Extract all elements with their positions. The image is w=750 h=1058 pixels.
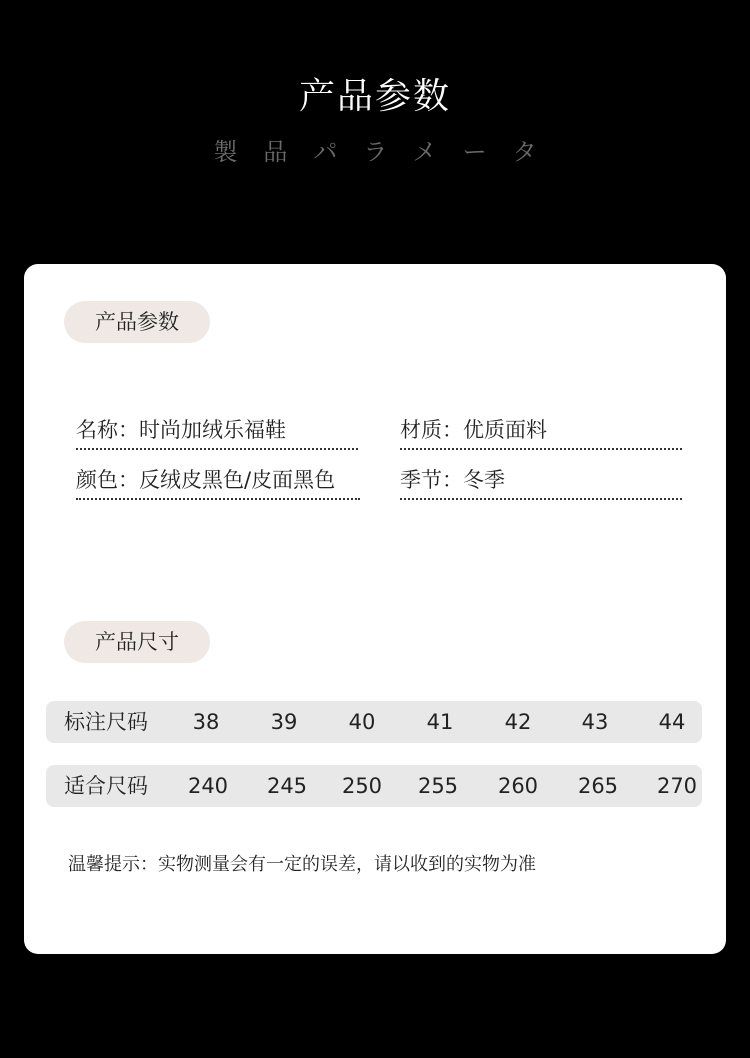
- size-row-marked: [46, 701, 702, 743]
- param-color: [76, 462, 360, 500]
- param-label: 季节：: [400, 468, 463, 492]
- disclaimer-note: 温馨提示：实物测量会有一定的误差，请以收到的实物为准: [68, 854, 536, 875]
- size-cell: 240: [187, 774, 229, 798]
- page-title: 产品参数: [298, 76, 451, 117]
- size-cell: 42: [504, 710, 532, 734]
- param-value: 优质面料: [463, 418, 547, 442]
- size-cell: 39: [270, 710, 298, 734]
- param-value: 反绒皮黑色/皮面黑色: [139, 468, 336, 492]
- params-section-pill: 产品参数: [64, 301, 210, 343]
- size-cell: 260: [497, 774, 539, 798]
- size-cell: 38: [192, 710, 220, 734]
- param-name: [76, 412, 358, 450]
- param-label: 名称：: [76, 418, 139, 442]
- size-cell: 265: [577, 774, 619, 798]
- param-value: 冬季: [463, 468, 505, 492]
- param-value: 时尚加绒乐福鞋: [139, 418, 286, 442]
- size-cell: 255: [417, 774, 459, 798]
- size-cell: 270: [656, 774, 698, 798]
- size-cell: 250: [341, 774, 383, 798]
- param-season: [400, 462, 682, 500]
- size-section-pill: 产品尺寸: [64, 621, 210, 663]
- size-cell: 40: [348, 710, 376, 734]
- size-cell: 245: [266, 774, 308, 798]
- product-card: [24, 264, 726, 954]
- param-label: 颜色：: [76, 468, 139, 492]
- size-row-label: 适合尺码: [64, 774, 148, 798]
- param-material: [400, 412, 682, 450]
- size-cell: 44: [658, 710, 686, 734]
- param-label: 材质：: [400, 418, 463, 442]
- page-subtitle: 製品パラメータ: [213, 138, 563, 166]
- size-cell: 41: [426, 710, 454, 734]
- size-row-fit: [46, 765, 702, 807]
- size-row-label: 标注尺码: [64, 710, 148, 734]
- size-cell: 43: [581, 710, 609, 734]
